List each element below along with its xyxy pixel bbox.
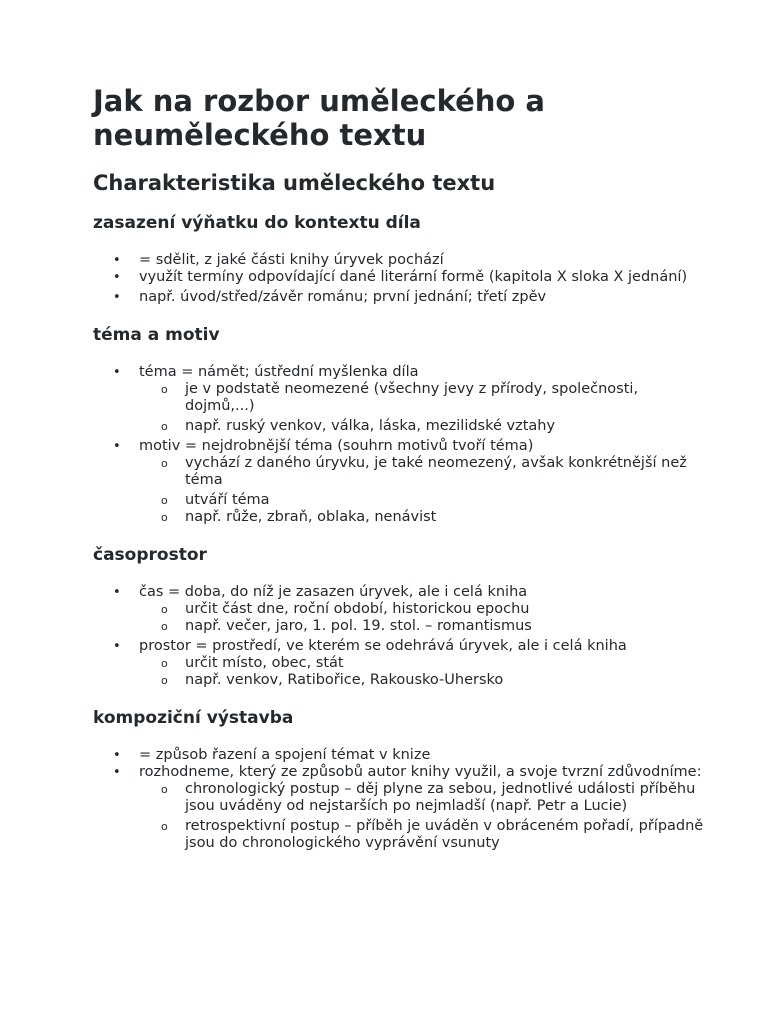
list-item	[93, 438, 708, 526]
sub-list	[139, 781, 708, 852]
section-heading: kompoziční výstavba	[93, 708, 294, 728]
sub-list-item: o určit část dne, roční období, historickou epochu	[139, 601, 708, 618]
section	[93, 707, 708, 852]
sub-list-item: o např. večer, jaro, 1. pol. 19. stol. – romantismus	[139, 618, 708, 635]
sub-list-item: o retrospektivní postup – příběh je uváděn v obráceném pořadí, případně jsou do chronologického vyprávění vsunuty	[139, 818, 708, 852]
sections-container	[93, 212, 708, 852]
section	[93, 212, 708, 306]
list-item-text: motiv = nejdrobnější téma (souhrn motivů tvoří téma)	[139, 438, 534, 454]
document-subtitle: Charakteristika uměleckého textu	[93, 171, 496, 195]
list-item	[93, 638, 708, 689]
sub-list	[139, 655, 708, 689]
list-item-text: téma = námět; ústřední myšlenka díla	[139, 364, 419, 380]
list-item	[93, 252, 708, 269]
bullet-list	[93, 364, 708, 526]
list-item	[93, 289, 708, 306]
list-item-text: = sdělit, z jaké části knihy úryvek pochází	[139, 252, 444, 268]
list-item-text: = způsob řazení a spojení témat v knize	[139, 747, 431, 763]
sub-list-item: o určit místo, obec, stát	[139, 655, 708, 672]
sub-list-item: o chronologický postup – děj plyne za sebou, jednotlivé události příběhu jsou uváděny od nejstarších po nejmladší (např. Petr a Lucie)	[139, 781, 708, 815]
bullet-list	[93, 584, 708, 689]
sub-list-item: o např. ruský venkov, válka, láska, mezilidské vztahy	[139, 418, 708, 435]
sub-list-item: o např. růže, zbraň, oblaka, nenávist	[139, 509, 708, 526]
sub-list	[139, 601, 708, 635]
sub-list	[139, 381, 708, 435]
section	[93, 544, 708, 689]
sub-list-item: o utváří téma	[139, 492, 708, 509]
section	[93, 324, 708, 526]
section-heading: zasazení výňatku do kontextu díla	[93, 213, 421, 233]
bullet-list	[93, 747, 708, 852]
section-heading: časoprostor	[93, 545, 207, 565]
list-item-text: čas = doba, do níž je zasazen úryvek, ale i celá kniha	[139, 584, 528, 600]
list-item-text: prostor = prostředí, ve kterém se odehrává úryvek, ale i celá kniha	[139, 638, 627, 654]
section-heading: téma a motiv	[93, 325, 220, 345]
document-title: Jak na rozbor uměleckého a neuměleckého textu	[93, 84, 545, 152]
sub-list	[139, 455, 708, 526]
sub-list-item: o je v podstatě neomezené (všechny jevy z přírody, společnosti, dojmů,...)	[139, 381, 708, 415]
bullet-list	[93, 252, 708, 306]
list-item	[93, 747, 708, 764]
list-item	[93, 269, 708, 286]
list-item	[93, 584, 708, 635]
sub-list-item: o vychází z daného úryvku, je také neomezený, avšak konkrétnější než téma	[139, 455, 708, 489]
list-item-text: rozhodneme, který ze způsobů autor knihy využil, a svoje tvrzní zdůvodníme:	[139, 764, 702, 780]
list-item-text: využít termíny odpovídající dané literární formě (kapitola X sloka X jednání)	[139, 269, 688, 285]
list-item-text: např. úvod/střed/závěr románu; první jednání; třetí zpěv	[139, 289, 547, 305]
list-item	[93, 364, 708, 435]
list-item	[93, 764, 708, 852]
sub-list-item: o např. venkov, Ratibořice, Rakousko-Uhersko	[139, 672, 708, 689]
